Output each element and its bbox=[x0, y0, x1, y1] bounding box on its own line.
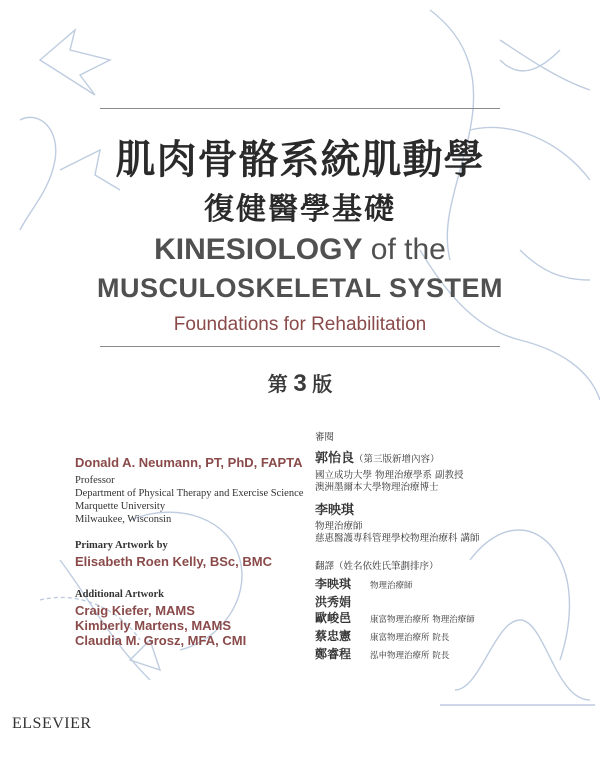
translator-affiliation: 康富物理治療所 院長 bbox=[370, 633, 450, 643]
translator-row bbox=[315, 594, 585, 610]
additional-artwork-block bbox=[75, 589, 325, 648]
primary-artwork-name: Elisabeth Roen Kelly, BSc, BMC bbox=[75, 554, 272, 569]
artist-name: Claudia M. Grosz, MFA, CMI bbox=[75, 633, 247, 648]
top-rule bbox=[100, 108, 500, 109]
translator-name: 蔡忠憲 bbox=[315, 629, 352, 643]
translator-name: 歐峻邑 bbox=[315, 611, 352, 625]
translators-block bbox=[315, 561, 585, 664]
translator-name: 鄭睿程 bbox=[315, 647, 352, 661]
author-line: Milwaukee, Wisconsin bbox=[75, 514, 172, 525]
primary-artwork-label: Primary Artwork by bbox=[75, 540, 168, 551]
edition-label bbox=[0, 368, 600, 398]
book-subtitle-chinese: 復健醫學基礎 bbox=[204, 192, 396, 227]
book-title-english-line2: MUSCULOSKELETAL SYSTEM bbox=[96, 273, 504, 303]
credits-left-column bbox=[75, 455, 325, 648]
book-title-chinese: 肌肉骨骼系統肌動學 bbox=[115, 137, 485, 183]
reviewer-line: 澳洲墨爾本大學物理治療博士 bbox=[315, 482, 439, 493]
review-label: 審閱 bbox=[315, 432, 335, 443]
reviewer-name: 李映琪 bbox=[315, 503, 355, 518]
book-title-english-line1 bbox=[0, 233, 600, 267]
edition-number: 3 bbox=[293, 370, 307, 397]
translator-row bbox=[315, 610, 585, 628]
reviewer-name: 郭怡良 bbox=[315, 451, 355, 466]
translator-row bbox=[315, 646, 585, 664]
translator-name: 洪秀娟 bbox=[315, 595, 352, 609]
artist-name: Kimberly Martens, MAMS bbox=[75, 618, 232, 633]
book-subtitle-english: Foundations for Rehabilitation bbox=[173, 314, 427, 335]
translator-affiliation: 泓申物理治療所 院長 bbox=[370, 651, 450, 661]
edition-prefix: 第 bbox=[267, 374, 288, 396]
artist-name: Craig Kiefer, MAMS bbox=[75, 603, 195, 618]
author-affiliation bbox=[75, 474, 325, 526]
reviewer-line: 物理治療師 bbox=[315, 521, 363, 532]
reviewer-block bbox=[315, 502, 585, 545]
reviewer-note: （第三版新增內容） bbox=[354, 454, 440, 465]
author-name: Donald A. Neumann, PT, PhD, FAPTA bbox=[75, 455, 303, 470]
publisher-logo-text: ELSEVIER bbox=[12, 715, 92, 732]
translator-row bbox=[315, 628, 585, 646]
author-line: Marquette University bbox=[75, 501, 166, 512]
reviewer-line: 慈惠醫護專科管理學校物理治療科 講師 bbox=[315, 533, 480, 544]
author-line: Department of Physical Therapy and Exercise Science bbox=[75, 488, 304, 499]
bottom-rule bbox=[100, 346, 500, 347]
title-of-the: of the bbox=[362, 233, 446, 266]
translators-label: 翻譯（姓名依姓氏筆劃排序） bbox=[315, 561, 439, 572]
reviewer-line: 國立成功大學 物理治療學系 副教授 bbox=[315, 470, 464, 481]
translator-name: 李映琪 bbox=[315, 577, 352, 591]
author-line: Professor bbox=[75, 475, 115, 486]
translator-row bbox=[315, 576, 585, 594]
translator-affiliation: 物理治療師 bbox=[370, 581, 413, 591]
reviewer-block bbox=[315, 447, 585, 494]
translator-affiliation: 康富物理治療所 物理治療師 bbox=[370, 615, 475, 625]
credits-right-column bbox=[315, 432, 585, 664]
primary-artwork-block bbox=[75, 540, 325, 569]
edition-suffix: 版 bbox=[312, 374, 333, 396]
additional-artwork-label: Additional Artwork bbox=[75, 589, 164, 600]
title-kinesiology: KINESIOLOGY bbox=[154, 233, 363, 266]
